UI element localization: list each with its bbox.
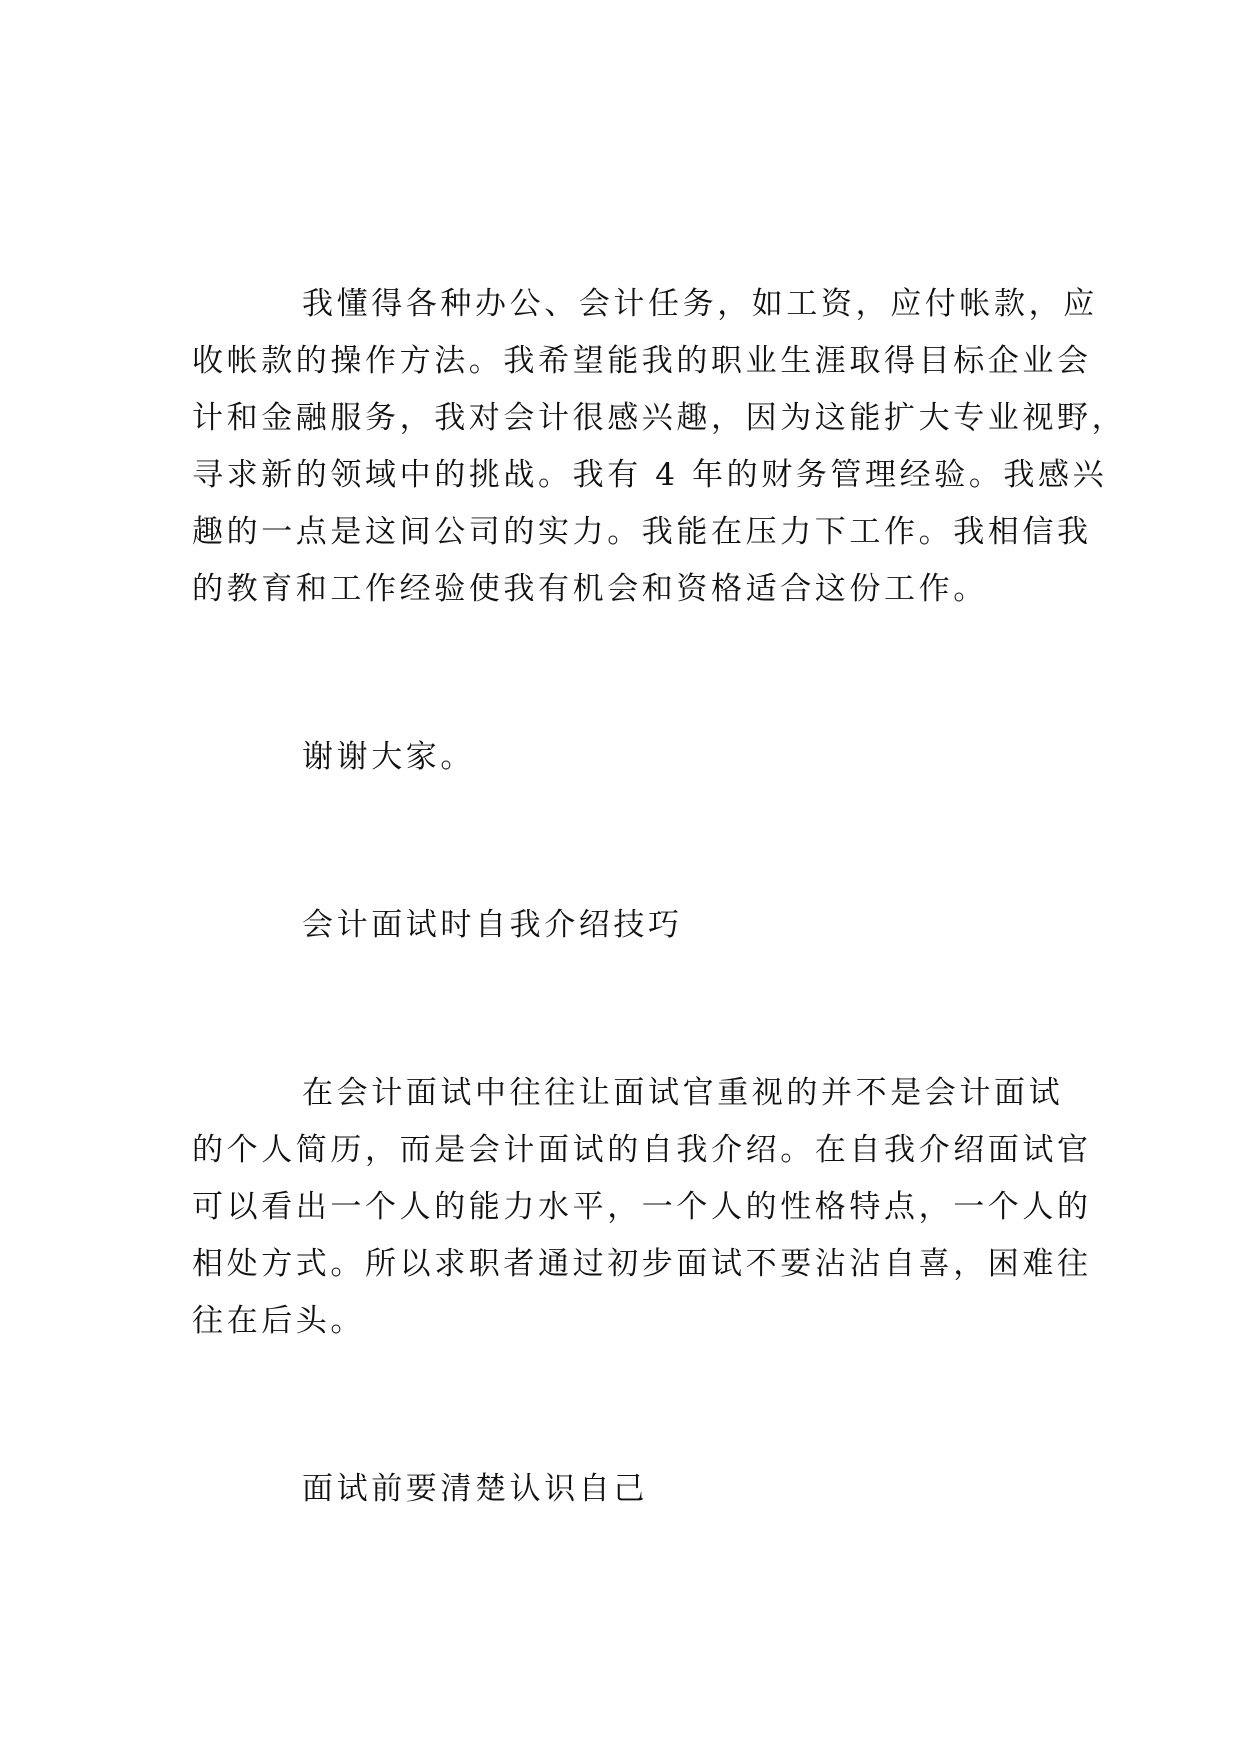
paragraph-self-intro <box>192 276 1127 618</box>
text-line: 在会计面试中往往让面试官重视的并不是会计面试 <box>302 1075 1064 1111</box>
text-line: 可以看出一个人的能力水平，一个人的性格特点，一个人的 <box>192 1189 1092 1225</box>
text-line: 趣的一点是这间公司的实力。我能在压力下工作。我相信我 <box>192 514 1092 550</box>
thanks-line: 谢谢大家。 <box>302 739 475 775</box>
text-line: 计和金融服务，我对会计很感兴趣，因为这能扩大专业视野， <box>192 400 1127 436</box>
text-line: 往在后头。 <box>192 1303 365 1339</box>
text-line: 寻求新的领域中的挑战。我有 4 年的财务管理经验。我感兴 <box>192 457 1108 493</box>
text-line: 的个人简历，而是会计面试的自我介绍。在自我介绍面试官 <box>192 1132 1092 1168</box>
text-line: 相处方式。所以求职者通过初步面试不要沾沾自喜，困难往 <box>192 1246 1092 1282</box>
document-body <box>192 276 1127 1518</box>
text-line: 我懂得各种办公、会计任务，如工资，应付帐款，应 <box>302 286 1098 322</box>
paragraph-interview-tips <box>192 1065 1092 1350</box>
section-heading-interview-tips: 会计面试时自我介绍技巧 <box>302 907 683 943</box>
spacer <box>192 786 1052 897</box>
spacer <box>192 954 1052 1065</box>
spacer <box>192 618 1052 729</box>
section-heading-know-yourself: 面试前要清楚认识自己 <box>302 1471 648 1507</box>
text-line: 的教育和工作经验使我有机会和资格适合这份工作。 <box>192 571 988 607</box>
spacer <box>192 1350 1052 1461</box>
text-line: 收帐款的操作方法。我希望能我的职业生涯取得目标企业会 <box>192 343 1092 379</box>
